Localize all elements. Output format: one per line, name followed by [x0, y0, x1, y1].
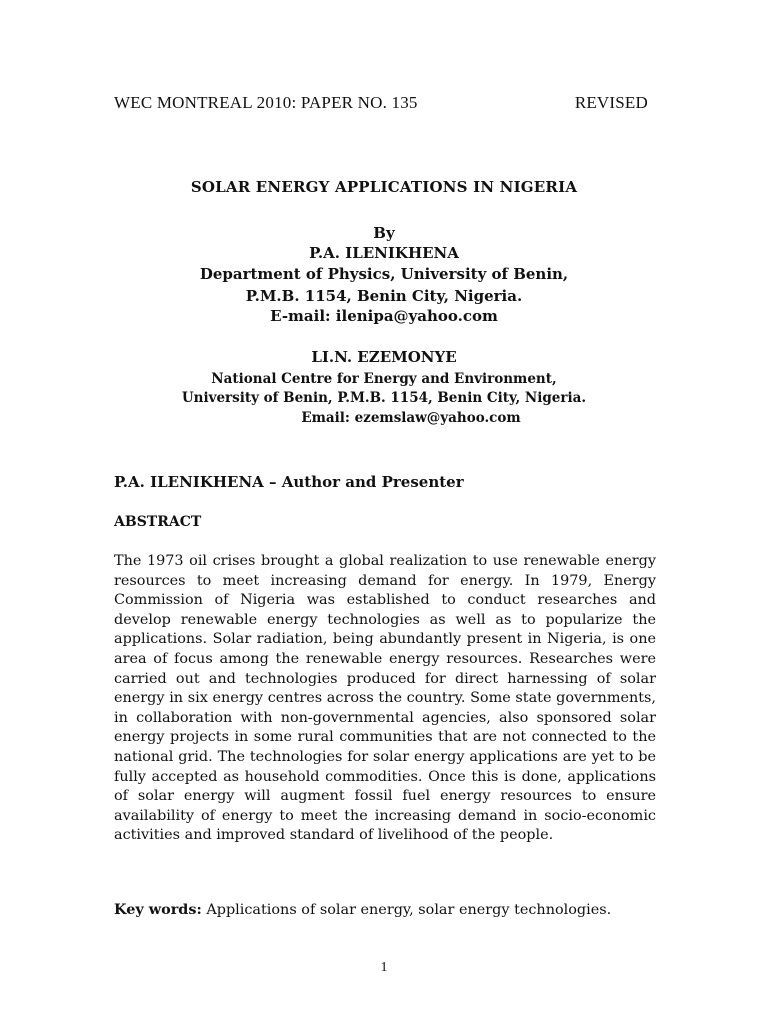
byline-by: By — [373, 224, 395, 242]
page-number: 1 — [380, 960, 388, 975]
header-revised-label: REVISED — [574, 93, 648, 112]
abstract-body: The 1973 oil crises brought a global realization to use renewable energy resources to meet increasing demand for energy. In 1979, Energy Commission of Nigeria was established to conduct researches and develop renewable energy technologies as well as to popularize the applications. Solar radiation, being abundantly present in Nigeria, is one area of focus among the renewable energy resources. Researches were carried out and technologies produced for direct harnessing of solar energy in six energy centres across the country. Some state governments, in collaboration with non-governmental agencies, also sponsored solar energy projects in some rural communities that are not connected to the national grid. The technologies for solar energy applications are yet to be fully accepted as household commodities. Once this is done, applications of solar energy will augment fossil fuel energy resources to ensure availability of energy to meet the increasing demand in socio-economic activities and improved standard of livelihood of the people. — [114, 553, 656, 844]
keywords-label: Key words: — [114, 901, 202, 918]
author1-name: P.A. ILENIKHENA — [309, 244, 459, 262]
author2-email: Email: ezemslaw@yahoo.com — [301, 410, 521, 426]
author2-affiliation-line1: National Centre for Energy and Environment, — [211, 371, 557, 387]
presenter-note: P.A. ILENIKHENA – Author and Presenter — [114, 473, 464, 491]
header-paper-id: WEC MONTREAL 2010: PAPER NO. 135 — [114, 93, 418, 112]
author2-name: LI.N. EZEMONYE — [311, 348, 457, 366]
keywords-line — [114, 901, 674, 918]
author1-affiliation-line1: Department of Physics, University of Benin, — [199, 265, 569, 283]
paper-title: SOLAR ENERGY APPLICATIONS IN NIGERIA — [190, 178, 578, 196]
author1-affiliation-line2: P.M.B. 1154, Benin City, Nigeria. — [245, 287, 523, 305]
author1-email: E-mail: ilenipa@yahoo.com — [270, 307, 498, 325]
abstract-heading: ABSTRACT — [114, 514, 202, 530]
author2-affiliation-line2: University of Benin, P.M.B. 1154, Benin City, Nigeria. — [181, 390, 587, 406]
keywords-text: Applications of solar energy, solar energy technologies. — [201, 902, 612, 918]
